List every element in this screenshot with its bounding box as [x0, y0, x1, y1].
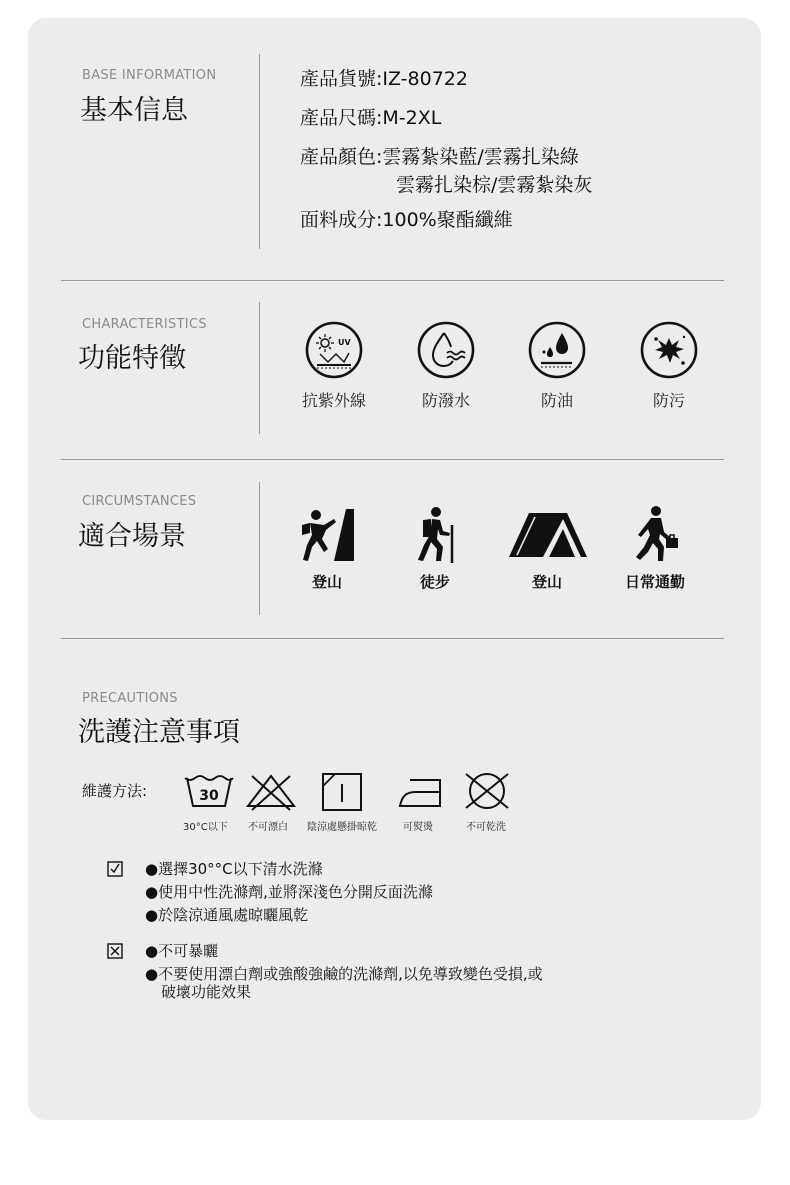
no-dry-clean-icon	[460, 770, 514, 812]
climbing-icon	[298, 505, 356, 563]
scene-label: 徒步	[419, 573, 450, 591]
feature-label: 防油	[540, 391, 573, 410]
care-dont-item: ●不可暴曬	[145, 942, 219, 960]
wash-30-icon	[182, 770, 236, 812]
divider	[259, 54, 260, 249]
section-en-title: CHARACTERISTICS	[82, 317, 207, 332]
section-title: 洗護注意事項	[78, 717, 240, 748]
tent-icon	[505, 505, 589, 563]
care-do-item: ●選擇30°°C以下清水洗滌	[145, 860, 323, 878]
care-symbol-label: 不可漂白	[248, 822, 288, 833]
uv-protection-icon	[305, 321, 363, 379]
feature-label: 防潑水	[421, 391, 470, 410]
wash-temp: 30	[199, 788, 219, 804]
care-do-item: ●使用中性洗滌劑,並將深淺色分開反面洗滌	[145, 883, 433, 901]
feature-label: 抗紫外線	[301, 391, 366, 410]
care-method-label: 維護方法:	[82, 782, 148, 800]
crossed-box-icon	[107, 943, 123, 959]
care-symbol-label: 陰涼處懸掛晾乾	[307, 822, 377, 833]
color-options-cont: 雲霧扎染棕/雲霧紮染灰	[396, 174, 593, 196]
care-dont-item: 破壞功能效果	[161, 983, 252, 1001]
care-symbol-label: 30°C以下	[183, 822, 228, 833]
spec-card	[28, 18, 761, 1120]
commute-icon	[626, 505, 684, 563]
section-en-title: CIRCUMSTANCES	[82, 494, 197, 509]
scene-label: 登山	[531, 573, 562, 591]
care-do-item: ●於陰涼通風處晾曬風乾	[145, 906, 309, 924]
section-en-title: PRECAUTIONS	[82, 691, 178, 706]
section-en-title: BASE INFORMATION	[82, 68, 217, 83]
separator	[61, 459, 724, 460]
care-dont-item: ●不要使用漂白劑或強酸強鹼的洗滌劑,以免導致變色受損,或	[145, 965, 543, 983]
care-symbol-label: 可熨燙	[403, 822, 433, 833]
stain-repellent-icon	[640, 321, 698, 379]
separator	[61, 280, 724, 281]
color-options: 產品顏色:雲霧紮染藍/雲霧扎染綠	[300, 146, 579, 168]
hiking-icon	[406, 505, 464, 563]
iron-icon	[396, 770, 450, 812]
checked-box-icon	[107, 861, 123, 877]
oil-repellent-icon	[528, 321, 586, 379]
section-title: 功能特徵	[78, 343, 186, 374]
divider	[259, 482, 260, 615]
scene-label: 登山	[311, 573, 342, 591]
uv-text: UV	[338, 338, 351, 347]
section-title: 基本信息	[80, 95, 188, 126]
material: 面料成分:100%聚酯纖維	[300, 209, 513, 231]
care-symbol-label: 不可乾洗	[466, 822, 506, 833]
water-repellent-icon	[417, 321, 475, 379]
separator	[61, 638, 724, 639]
line-dry-shade-icon	[315, 770, 369, 812]
item-number: 產品貨號:IZ-80722	[300, 68, 468, 90]
divider	[259, 302, 260, 434]
no-bleach-icon	[244, 770, 298, 812]
scene-label: 日常通勤	[624, 573, 685, 591]
section-title: 適合場景	[78, 521, 186, 552]
feature-label: 防污	[652, 391, 685, 410]
size-range: 產品尺碼:M-2XL	[300, 107, 442, 129]
